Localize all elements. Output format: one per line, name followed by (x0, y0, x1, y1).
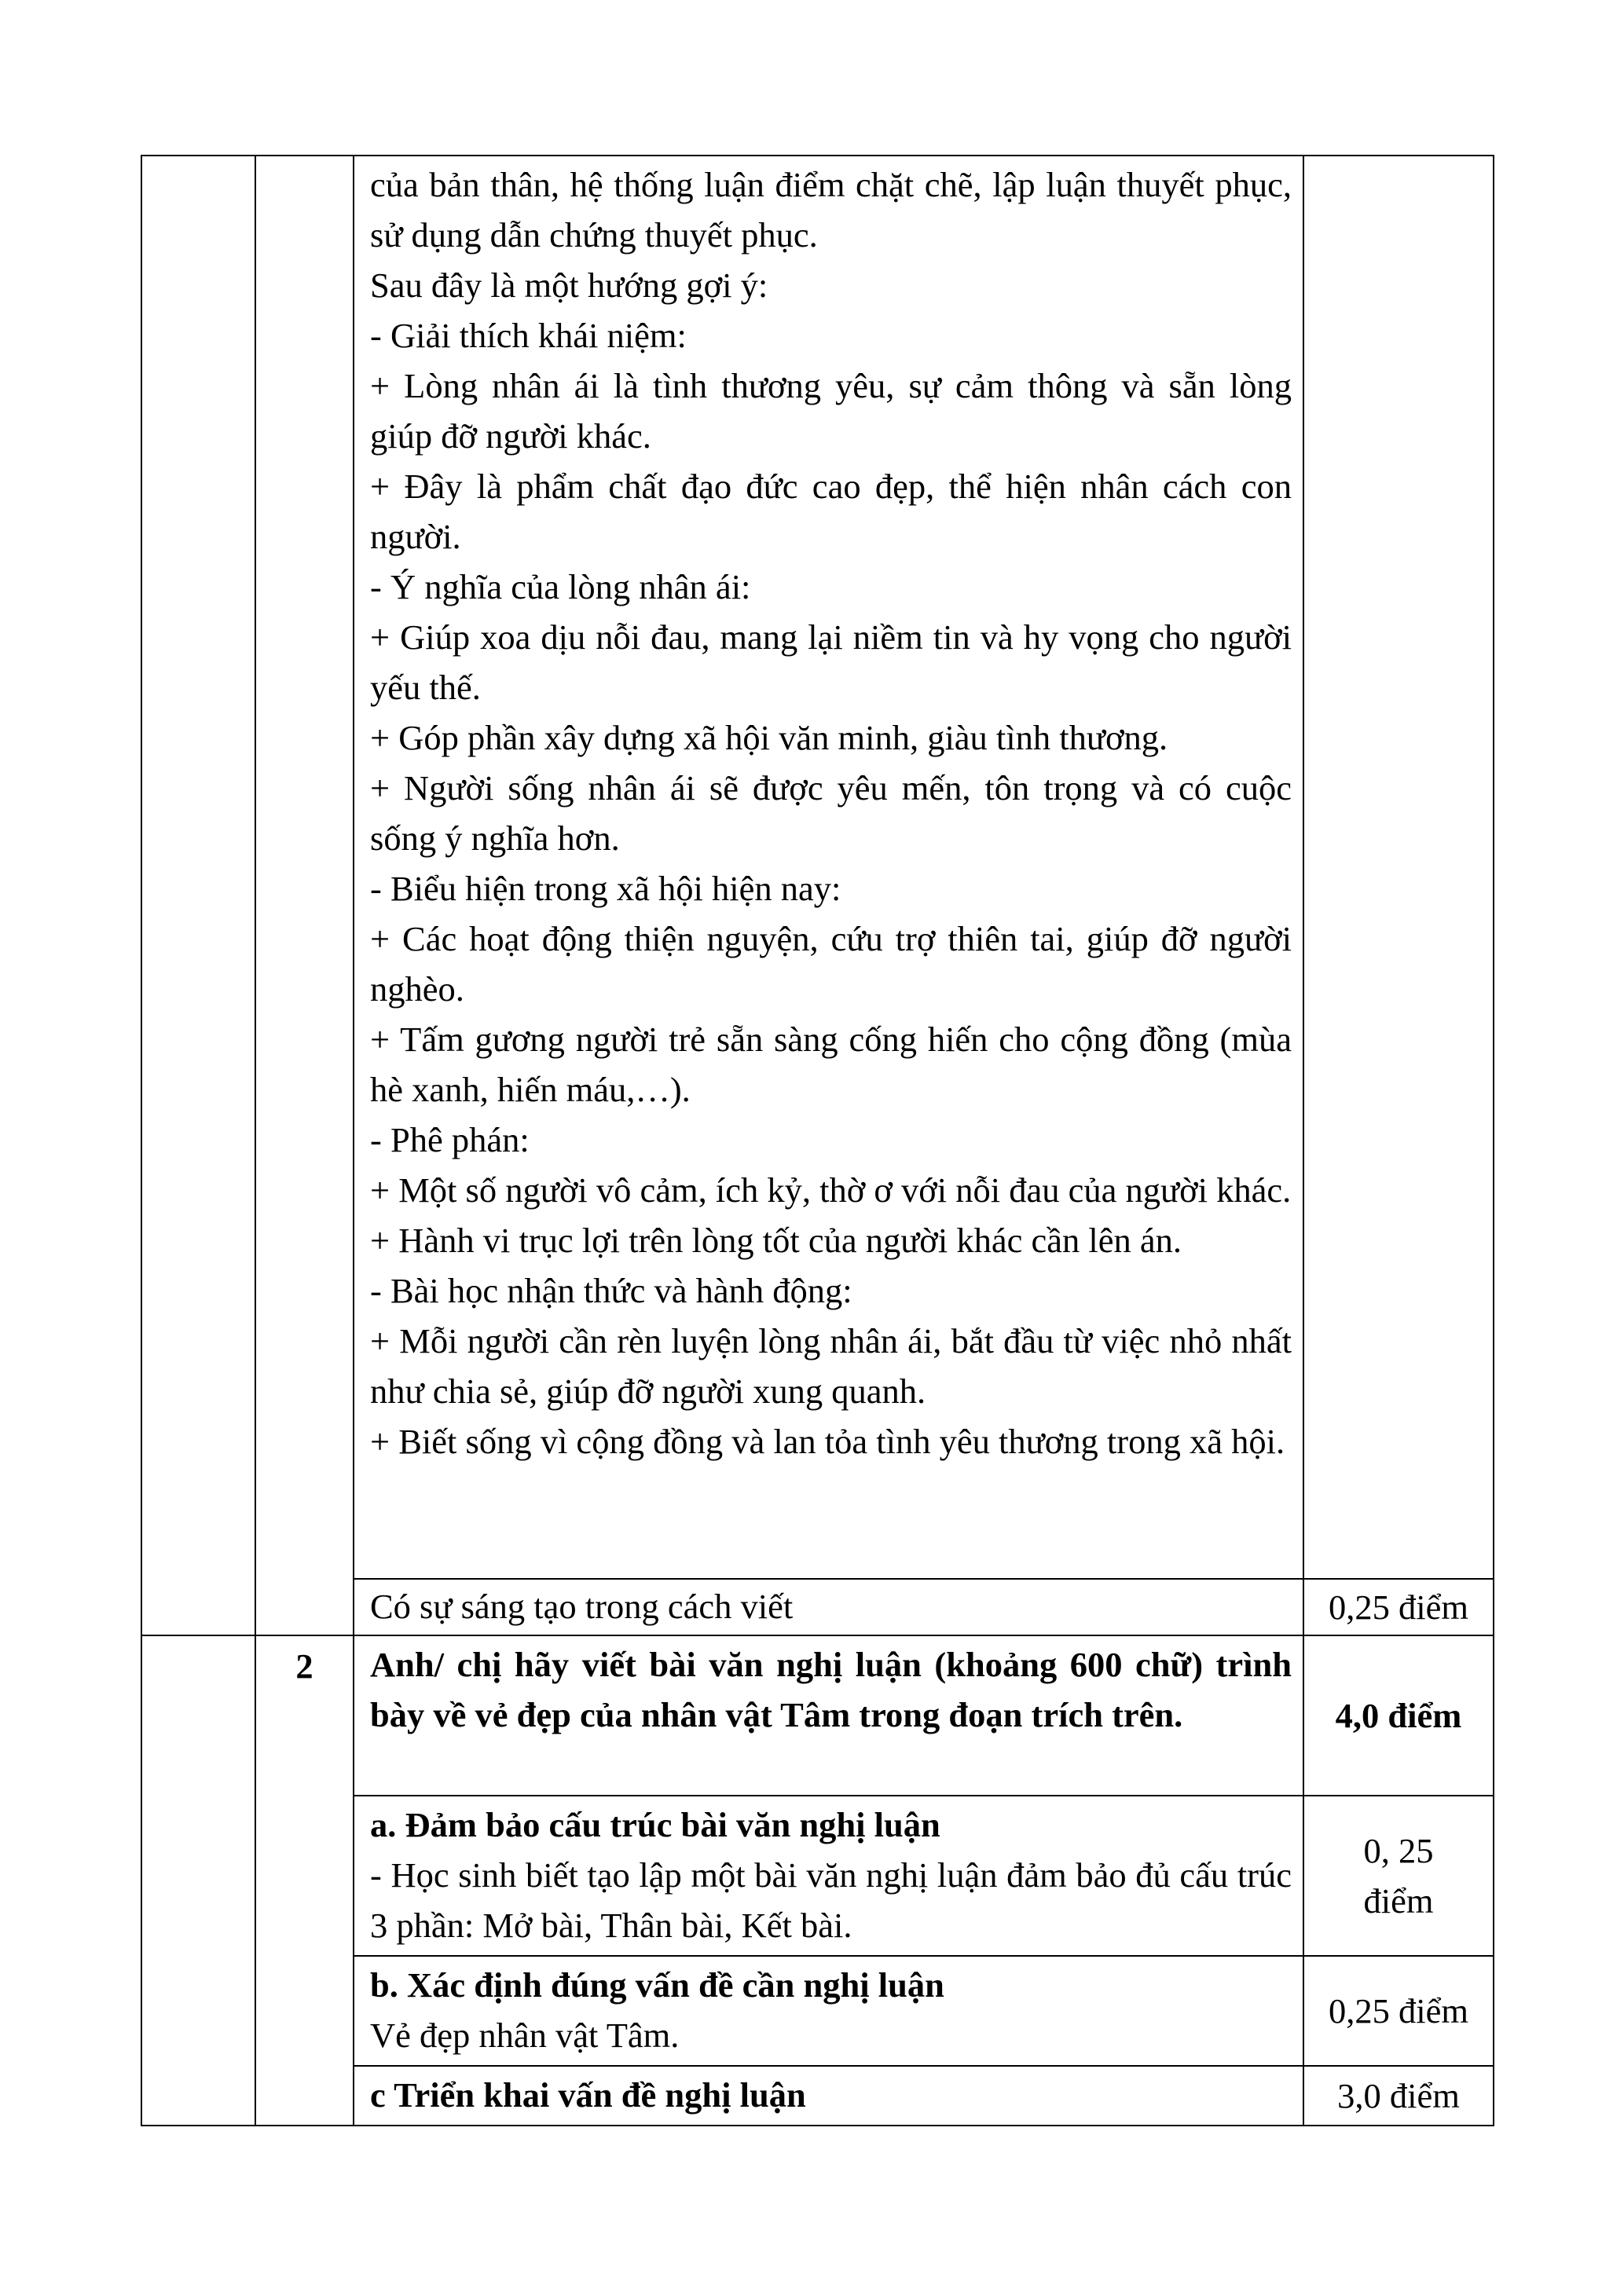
part-cell (141, 156, 255, 1635)
question-prompt: Anh/ chị hãy viết bài văn nghị luận (khoảng 600 chữ) trình bày về vẻ đẹp của nhân vật Tâm trong đoạn trích trên. (370, 1645, 1292, 1734)
guidance-line: + Hành vi trục lợi trên lòng tốt của người khác cần lên án. (370, 1221, 1182, 1260)
table-row-guidance (141, 156, 1494, 1579)
guidance-line: - Biểu hiện trong xã hội hiện nay: (370, 869, 841, 908)
criterion-heading: b. Xác định đúng vấn đề cần nghị luận (370, 1965, 944, 2005)
creativity-text: Có sự sáng tạo trong cách viết (370, 1587, 794, 1626)
question-number: 2 (255, 1635, 354, 2126)
criterion-cell (354, 2066, 1303, 2126)
grading-table (141, 155, 1494, 2126)
criterion-score-unit: điểm (1363, 1881, 1434, 1921)
guidance-line: + Các hoạt động thiện nguyện, cứu trợ thiên tai, giúp đỡ người nghèo. (370, 919, 1292, 1009)
guidance-line: + Giúp xoa dịu nỗi đau, mang lại niềm tin và hy vọng cho người yếu thế. (370, 617, 1292, 707)
part-cell (141, 1635, 255, 2126)
guidance-line: + Một số người vô cảm, ích kỷ, thờ ơ với nỗi đau của người khác. (370, 1170, 1292, 1210)
guidance-line: + Góp phần xây dựng xã hội văn minh, giàu tình thương. (370, 718, 1168, 757)
guidance-line: Sau đây là một hướng gợi ý: (370, 265, 768, 305)
table-row-question-2 (141, 1635, 1494, 1796)
creativity-score: 0,25 điểm (1303, 1579, 1494, 1635)
guidance-line: - Bài học nhận thức và hành động: (370, 1271, 852, 1310)
criterion-score-value: 0, 25 (1363, 1831, 1434, 1870)
criterion-content (354, 1796, 1303, 1955)
guidance-line: + Đây là phẩm chất đạo đức cao đẹp, thể hiện nhân cách con người. (370, 467, 1292, 556)
guidance-line: - Ý nghĩa của lòng nhân ái: (370, 567, 751, 606)
criterion-score: 0,25 điểm (1303, 1956, 1494, 2066)
criterion-content (354, 1957, 1303, 2065)
criterion-cell (354, 1796, 1303, 1956)
guidance-line: của bản thân, hệ thống luận điểm chặt chẽ, lập luận thuyết phục, sử dụng dẫn chứng thuyết phục. (370, 165, 1292, 255)
guidance-line: - Giải thích khái niệm: (370, 316, 687, 355)
creativity-cell (354, 1579, 1303, 1635)
criterion-score: 3,0 điểm (1303, 2066, 1494, 2126)
guidance-text (354, 156, 1303, 1471)
question-score: 4,0 điểm (1303, 1635, 1494, 1796)
question-cell (255, 156, 354, 1635)
criterion-body: - Học sinh biết tạo lập một bài văn nghị luận đảm bảo đủ cấu trúc 3 phần: Mở bài, Thân bài, Kết bài. (370, 1855, 1292, 1945)
question-prompt-cell (354, 1635, 1303, 1796)
guidance-score-cell (1303, 156, 1494, 1579)
criterion-heading: a. Đảm bảo cấu trúc bài văn nghị luận (370, 1805, 940, 1844)
guidance-cell (354, 156, 1303, 1579)
guidance-line: + Biết sống vì cộng đồng và lan tỏa tình yêu thương trong xã hội. (370, 1422, 1285, 1461)
guidance-line: + Mỗi người cần rèn luyện lòng nhân ái, bắt đầu từ việc nhỏ nhất như chia sẻ, giúp đỡ người xung quanh. (370, 1321, 1292, 1411)
guidance-line: + Lòng nhân ái là tình thương yêu, sự cảm thông và sẵn lòng giúp đỡ người khác. (370, 366, 1292, 456)
guidance-line: + Người sống nhân ái sẽ được yêu mến, tôn trọng và có cuộc sống ý nghĩa hơn. (370, 768, 1292, 858)
criterion-content (354, 2067, 1303, 2125)
guidance-line: + Tấm gương người trẻ sẵn sàng cống hiến cho cộng đồng (mùa hè xanh, hiến máu,…). (370, 1020, 1292, 1109)
criterion-cell (354, 1956, 1303, 2066)
guidance-line: - Phê phán: (370, 1120, 530, 1159)
criterion-score (1303, 1796, 1494, 1956)
criterion-body: Vẻ đẹp nhân vật Tâm. (370, 2016, 680, 2055)
criterion-heading: c Triển khai vấn đề nghị luận (370, 2075, 806, 2115)
